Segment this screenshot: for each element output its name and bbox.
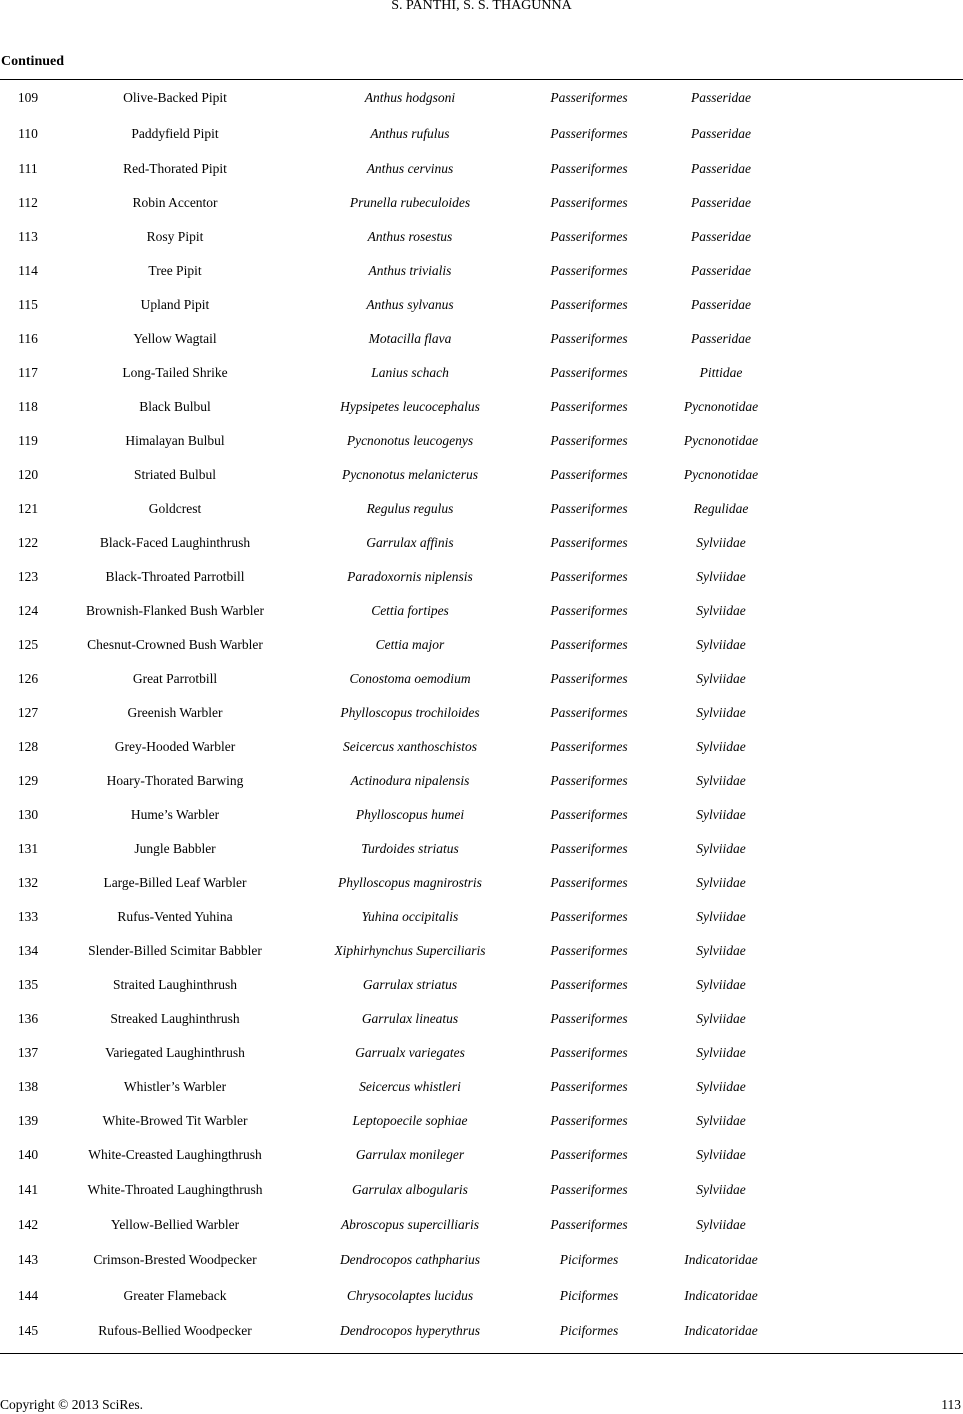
species-number: 136 [17, 1011, 39, 1026]
family: Sylviidae [696, 1182, 746, 1197]
family: Sylviidae [696, 875, 746, 890]
table-row [0, 1242, 963, 1278]
scientific-name: Xiphirhynchus Superciliaris [334, 943, 486, 958]
scientific-name: Anthus trivialis [368, 263, 452, 278]
order: Passeriformes [550, 331, 628, 346]
common-name: Paddyfield Pipit [131, 126, 219, 141]
species-number: 133 [17, 909, 39, 924]
order: Passeriformes [550, 501, 628, 516]
family: Sylviidae [696, 1045, 746, 1060]
scientific-name: Garrulax lineatus [361, 1011, 459, 1026]
family: Passeridae [691, 297, 751, 312]
family: Sylviidae [696, 637, 746, 652]
table-row [0, 900, 963, 934]
family: Sylviidae [696, 603, 746, 618]
species-number: 119 [18, 433, 38, 448]
order: Passeriformes [550, 535, 628, 550]
common-name: Greenish Warbler [127, 705, 223, 720]
table-row [0, 424, 963, 458]
table-row [0, 662, 963, 696]
species-number: 124 [17, 603, 39, 618]
family: Sylviidae [696, 1113, 746, 1128]
order: Passeriformes [550, 875, 628, 890]
table-row [0, 764, 963, 798]
scientific-name: Phylloscopus humei [355, 807, 465, 822]
order: Passeriformes [550, 705, 628, 720]
page-number: 113 [941, 1397, 961, 1412]
species-number: 122 [17, 535, 39, 550]
scientific-name: Chrysocolaptes lucidus [346, 1288, 474, 1303]
family: Pycnonotidae [683, 433, 759, 448]
family: Pittidae [699, 365, 743, 380]
species-number: 144 [17, 1288, 39, 1303]
order: Passeriformes [550, 569, 628, 584]
table-row [0, 254, 963, 288]
species-number: 110 [18, 126, 38, 141]
order: Passeriformes [550, 1182, 628, 1197]
order: Passeriformes [550, 229, 628, 244]
order: Passeriformes [550, 943, 628, 958]
family: Passeridae [691, 263, 751, 278]
order: Passeriformes [550, 1217, 628, 1232]
species-number: 141 [17, 1182, 39, 1197]
family: Sylviidae [696, 807, 746, 822]
scientific-name: Anthus rosestus [367, 229, 453, 244]
common-name: Grey-Hooded Warbler [114, 739, 236, 754]
common-name: White-Browed Tit Warbler [102, 1113, 248, 1128]
table-row [0, 832, 963, 866]
species-number: 139 [17, 1113, 39, 1128]
species-number: 113 [18, 229, 38, 244]
order: Passeriformes [550, 399, 628, 414]
common-name: Whistler’s Warbler [123, 1079, 227, 1094]
table-row [0, 80, 963, 116]
family: Sylviidae [696, 841, 746, 856]
scientific-name: Turdoides striatus [361, 841, 459, 856]
order: Passeriformes [550, 739, 628, 754]
family: Sylviidae [696, 977, 746, 992]
species-number: 115 [18, 297, 38, 312]
copyright-footer: Copyright © 2013 SciRes. [0, 1397, 144, 1412]
common-name: Variegated Laughinthrush [105, 1045, 245, 1060]
order: Passeriformes [550, 365, 628, 380]
family: Pycnonotidae [683, 399, 759, 414]
order: Passeriformes [550, 671, 628, 686]
family: Sylviidae [696, 909, 746, 924]
common-name: Yellow Wagtail [133, 331, 217, 346]
species-number: 145 [17, 1323, 39, 1338]
family: Indicatoridae [684, 1252, 758, 1267]
order: Passeriformes [550, 773, 628, 788]
scientific-name: Seicercus whistleri [359, 1079, 461, 1094]
species-number: 109 [17, 90, 39, 105]
species-number: 116 [18, 331, 38, 346]
scientific-name: Anthus sylvanus [366, 297, 454, 312]
family: Sylviidae [696, 569, 746, 584]
species-number: 134 [17, 943, 39, 958]
family: Pycnonotidae [683, 467, 759, 482]
family: Passeridae [691, 195, 751, 210]
species-number: 131 [17, 841, 39, 856]
order: Passeriformes [550, 161, 628, 176]
table-row [0, 288, 963, 322]
scientific-name: Anthus hodgsoni [364, 90, 456, 105]
order: Passeriformes [550, 90, 628, 105]
species-number: 130 [17, 807, 39, 822]
common-name: Rufous-Bellied Woodpecker [98, 1323, 252, 1338]
scientific-name: Seicercus xanthoschistos [342, 739, 478, 754]
table-row [0, 1070, 963, 1104]
common-name: White-Creasted Laughingthrush [88, 1147, 262, 1162]
family: Sylviidae [696, 773, 746, 788]
table-bottom-rule [0, 1353, 963, 1354]
scientific-name: Conostoma oemodium [349, 671, 471, 686]
common-name: Straited Laughinthrush [112, 977, 238, 992]
common-name: Black-Faced Laughinthrush [99, 535, 251, 550]
family: Passeridae [691, 126, 751, 141]
common-name: Rosy Pipit [146, 229, 204, 244]
table-row [0, 1036, 963, 1070]
order: Passeriformes [550, 195, 628, 210]
species-number: 114 [18, 263, 38, 278]
table-row [0, 186, 963, 220]
order: Passeriformes [550, 637, 628, 652]
table-row [0, 934, 963, 968]
family: Sylviidae [696, 943, 746, 958]
order: Passeriformes [550, 1147, 628, 1162]
table-row [0, 1208, 963, 1242]
table-row [0, 1138, 963, 1172]
scientific-name: Prunella rubeculoides [349, 195, 471, 210]
scientific-name: Regulus regulus [366, 501, 454, 516]
scientific-name: Hypsipetes leucocephalus [340, 399, 480, 414]
family: Sylviidae [696, 1147, 746, 1162]
scientific-name: Garrualx variegates [355, 1045, 465, 1060]
common-name: Great Parrotbill [132, 671, 218, 686]
family: Sylviidae [696, 1217, 746, 1232]
common-name: Large-Billed Leaf Warbler [103, 875, 247, 890]
common-name: Robin Accentor [132, 195, 218, 210]
scientific-name: Abroscopus supercilliaris [340, 1217, 480, 1232]
family: Sylviidae [696, 1079, 746, 1094]
table-row [0, 866, 963, 900]
scientific-name: Dendrocopos cathpharius [339, 1252, 481, 1267]
order: Piciformes [559, 1252, 619, 1267]
order: Passeriformes [550, 467, 628, 482]
table-row [0, 526, 963, 560]
scientific-name: Anthus rufulus [370, 126, 450, 141]
table-row [0, 492, 963, 526]
species-number: 129 [17, 773, 39, 788]
table-row [0, 1002, 963, 1036]
running-header: S. PANTHI, S. S. THAGUNNA [391, 0, 572, 13]
table-row [0, 220, 963, 254]
scientific-name: Garrulax monileger [355, 1147, 465, 1162]
table-row [0, 730, 963, 764]
species-number: 128 [17, 739, 39, 754]
common-name: Tree Pipit [148, 263, 202, 278]
table-row [0, 1104, 963, 1138]
scientific-name: Pycnonotus leucogenys [346, 433, 474, 448]
scientific-name: Cettia fortipes [371, 603, 449, 618]
species-number: 121 [17, 501, 39, 516]
order: Passeriformes [550, 297, 628, 312]
table-row [0, 1172, 963, 1208]
common-name: Greater Flameback [123, 1288, 227, 1303]
common-name: Jungle Babbler [134, 841, 216, 856]
order: Passeriformes [550, 841, 628, 856]
common-name: Yellow-Bellied Warbler [110, 1217, 240, 1232]
family: Sylviidae [696, 1011, 746, 1026]
common-name: Long-Tailed Shrike [122, 365, 228, 380]
common-name: Black Bulbul [139, 399, 211, 414]
family: Passeridae [691, 90, 751, 105]
species-number: 132 [17, 875, 39, 890]
common-name: Hoary-Thorated Barwing [106, 773, 244, 788]
family: Sylviidae [696, 739, 746, 754]
species-number: 112 [18, 195, 38, 210]
species-number: 135 [17, 977, 39, 992]
table-row [0, 594, 963, 628]
family: Sylviidae [696, 671, 746, 686]
scientific-name: Paradoxornis niplensis [347, 569, 473, 584]
table-continued-label: Continued [1, 54, 65, 69]
order: Passeriformes [550, 433, 628, 448]
common-name: Hume’s Warbler [130, 807, 220, 822]
order: Passeriformes [550, 807, 628, 822]
common-name: White-Throated Laughingthrush [87, 1182, 263, 1197]
family: Sylviidae [696, 705, 746, 720]
table-row [0, 560, 963, 594]
table-row [0, 1278, 963, 1314]
scientific-name: Cettia major [375, 637, 445, 652]
order: Piciformes [559, 1323, 619, 1338]
common-name: Red-Thorated Pipit [123, 161, 227, 176]
family: Sylviidae [696, 535, 746, 550]
scientific-name: Garrulax albogularis [352, 1182, 468, 1197]
species-number: 142 [17, 1217, 39, 1232]
species-number: 125 [17, 637, 39, 652]
table-row [0, 356, 963, 390]
order: Passeriformes [550, 909, 628, 924]
common-name: Goldcrest [148, 501, 202, 516]
table-row [0, 390, 963, 424]
table-row [0, 968, 963, 1002]
scientific-name: Garrulax affinis [366, 535, 454, 550]
table-row [0, 1314, 963, 1348]
table-row [0, 696, 963, 730]
order: Passeriformes [550, 603, 628, 618]
species-number: 140 [17, 1147, 39, 1162]
scientific-name: Yuhina occipitalis [361, 909, 459, 924]
order: Passeriformes [550, 126, 628, 141]
order: Piciformes [559, 1288, 619, 1303]
scientific-name: Dendrocopos hyperythrus [339, 1323, 481, 1338]
order: Passeriformes [550, 1045, 628, 1060]
species-number: 120 [17, 467, 39, 482]
scientific-name: Garrulax striatus [362, 977, 458, 992]
table-row [0, 152, 963, 186]
table-row [0, 322, 963, 356]
common-name: Chesnut-Crowned Bush Warbler [87, 637, 263, 652]
species-number: 137 [17, 1045, 39, 1060]
species-number: 117 [18, 365, 38, 380]
species-number: 126 [17, 671, 39, 686]
family: Passeridae [691, 331, 751, 346]
species-number: 143 [17, 1252, 39, 1267]
scientific-name: Pycnonotus melanicterus [341, 467, 479, 482]
species-number: 127 [17, 705, 39, 720]
scientific-name: Anthus cervinus [366, 161, 454, 176]
species-number: 111 [18, 161, 38, 176]
scientific-name: Phylloscopus magnirostris [338, 875, 482, 890]
order: Passeriformes [550, 1011, 628, 1026]
common-name: Streaked Laughinthrush [110, 1011, 240, 1026]
species-number: 123 [17, 569, 39, 584]
family: Indicatoridae [684, 1288, 758, 1303]
table-row [0, 116, 963, 152]
order: Passeriformes [550, 263, 628, 278]
family: Passeridae [691, 161, 751, 176]
scientific-name: Leptopoecile sophiae [352, 1113, 468, 1128]
order: Passeriformes [550, 1079, 628, 1094]
table-row [0, 798, 963, 832]
order: Passeriformes [550, 977, 628, 992]
common-name: Crimson-Brested Woodpecker [93, 1252, 257, 1267]
common-name: Rufus-Vented Yuhina [117, 909, 233, 924]
common-name: Striated Bulbul [133, 467, 217, 482]
scientific-name: Actinodura nipalensis [350, 773, 470, 788]
order: Passeriformes [550, 1113, 628, 1128]
common-name: Brownish-Flanked Bush Warbler [86, 603, 264, 618]
species-number: 138 [17, 1079, 39, 1094]
common-name: Upland Pipit [140, 297, 210, 312]
family: Passeridae [691, 229, 751, 244]
scientific-name: Motacilla flava [368, 331, 452, 346]
species-table [0, 80, 963, 1348]
species-number: 118 [18, 399, 38, 414]
common-name: Olive-Backed Pipit [123, 90, 227, 105]
common-name: Black-Throated Parrotbill [105, 569, 245, 584]
scientific-name: Lanius schach [371, 365, 449, 380]
common-name: Himalayan Bulbul [125, 433, 225, 448]
family: Regulidae [693, 501, 749, 516]
family: Indicatoridae [684, 1323, 758, 1338]
scientific-name: Phylloscopus trochiloides [340, 705, 480, 720]
table-row [0, 628, 963, 662]
table-row [0, 458, 963, 492]
common-name: Slender-Billed Scimitar Babbler [88, 943, 262, 958]
